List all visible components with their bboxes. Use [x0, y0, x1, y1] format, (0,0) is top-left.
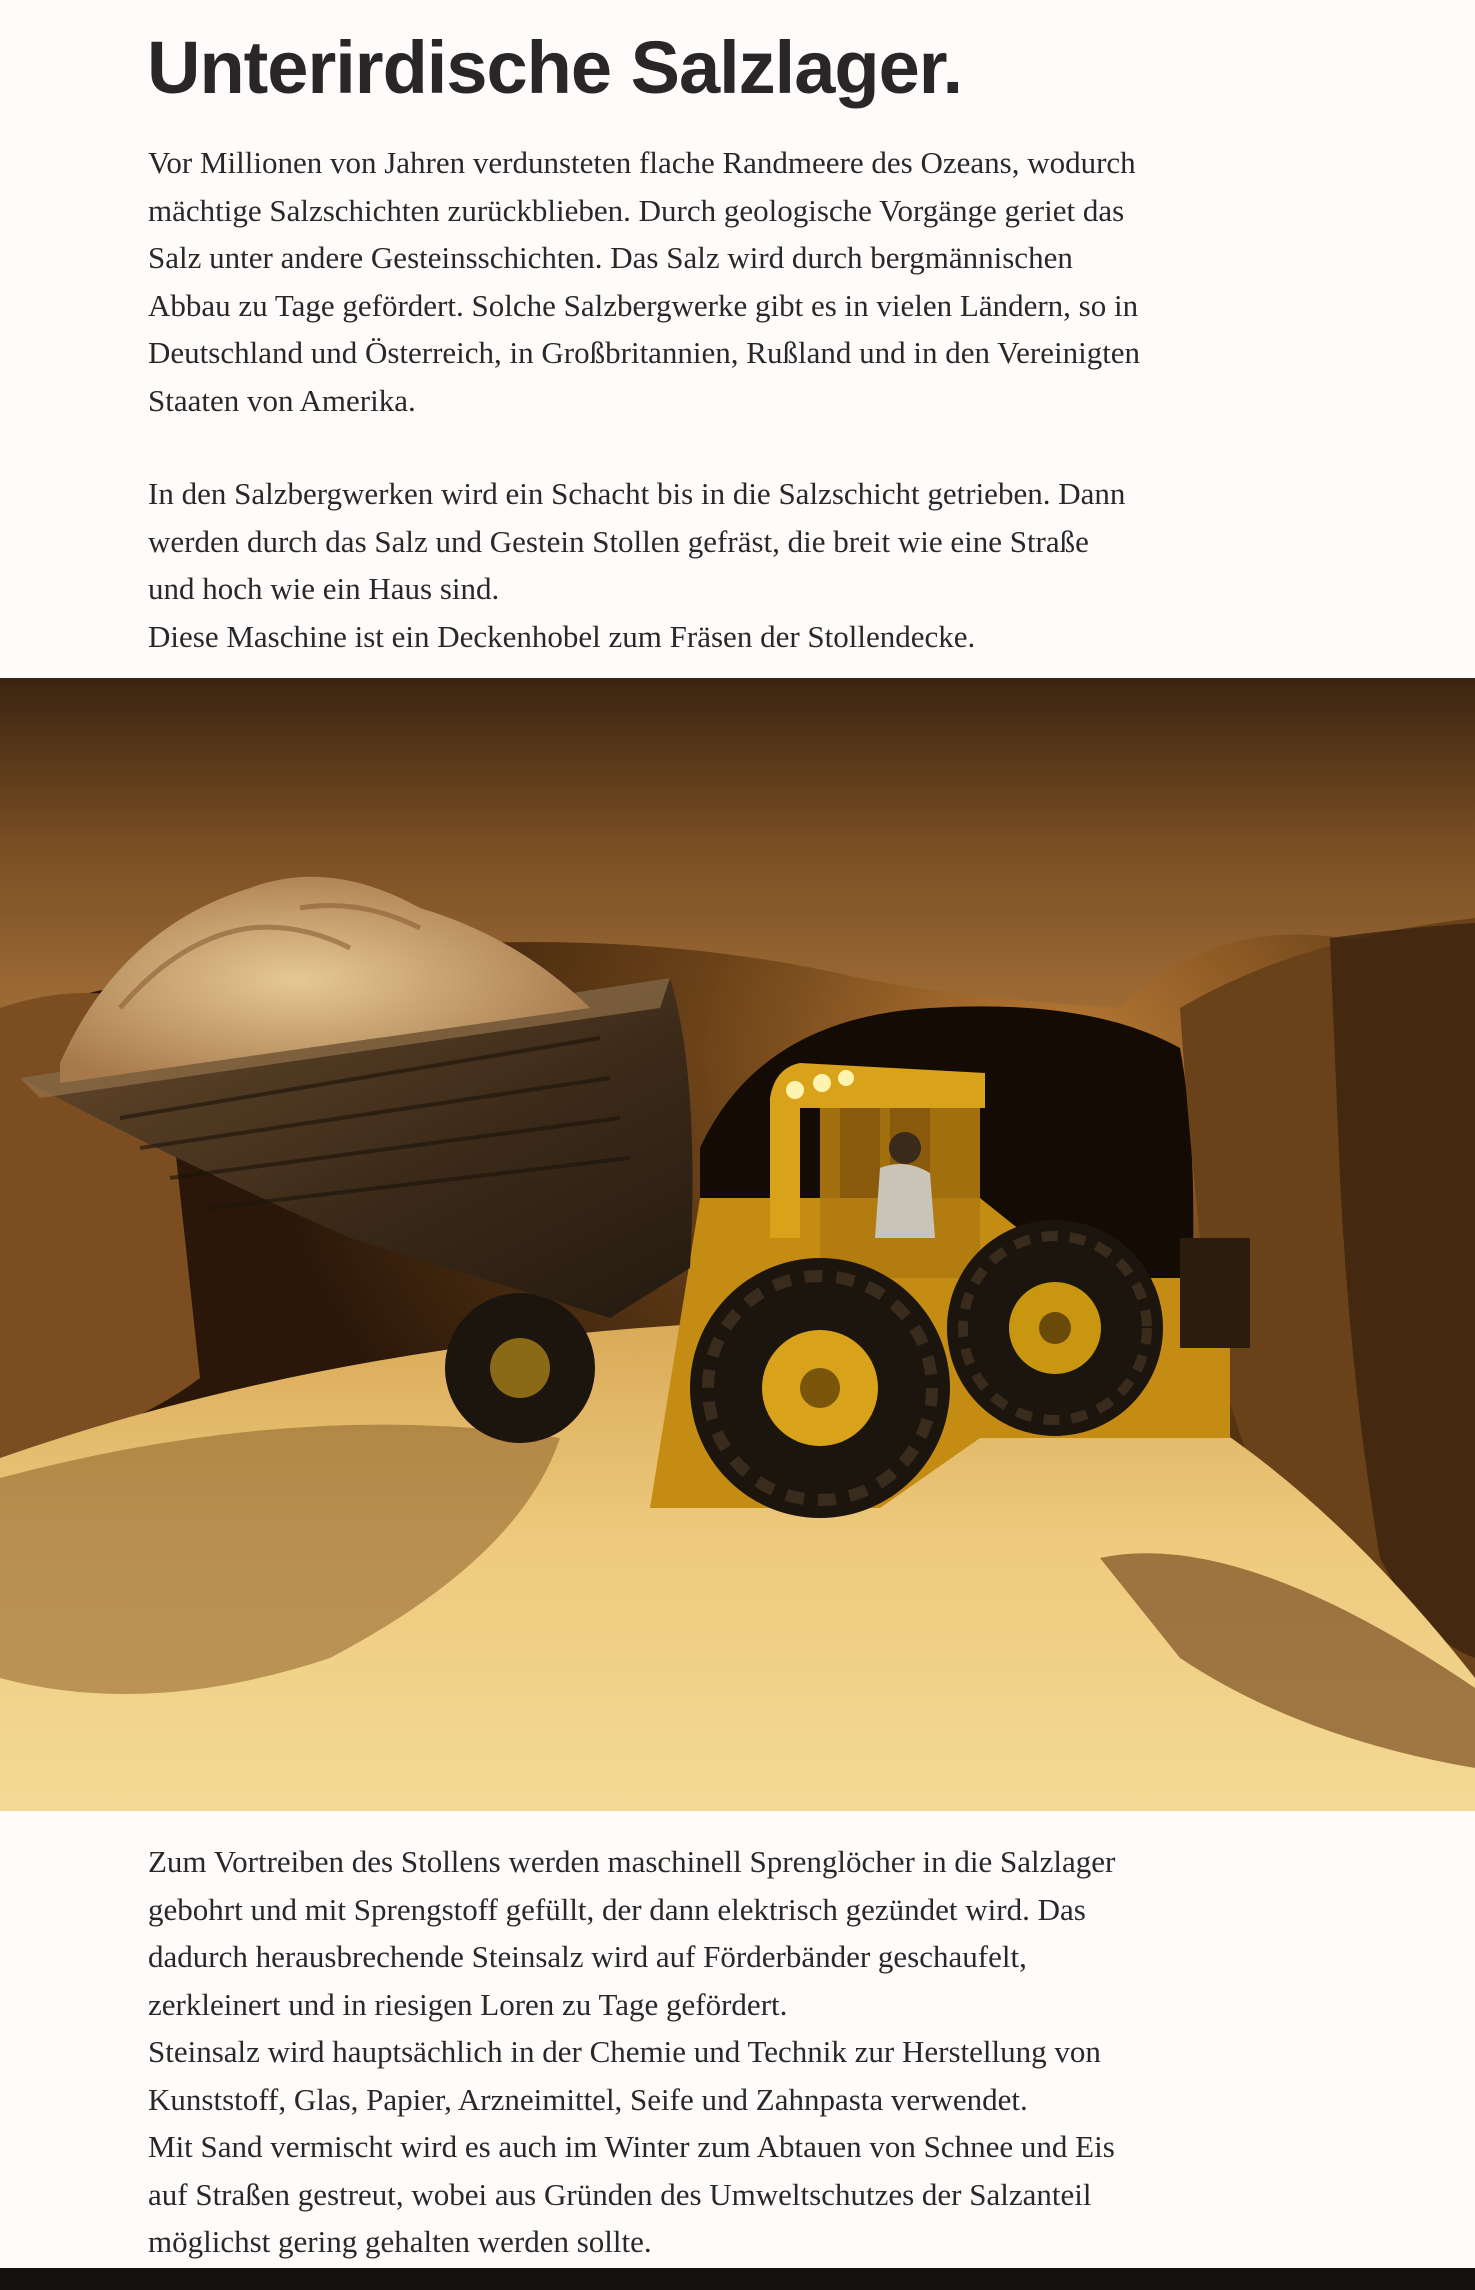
text-line: Zum Vortreiben des Stollens werden maschinell Sprenglöcher in die Salzlager	[148, 1844, 1116, 1879]
text-line: gebohrt und mit Sprengstoff gefüllt, der dann elektrisch gezündet wird. Das	[148, 1891, 1086, 1927]
text-line: In den Salzbergwerken wird ein Schacht bis in die Salzschicht getrieben. Dann	[148, 476, 1126, 511]
text-line: werden durch das Salz und Gestein Stollen gefräst, die breit wie eine Straße	[148, 523, 1089, 559]
page-bottom-edge	[0, 2268, 1475, 2290]
headlight	[813, 1074, 831, 1092]
front-wheel	[690, 1258, 950, 1518]
text-line: Vor Millionen von Jahren verdunsteten flache Randmeere des Ozeans, wodurch	[148, 145, 1136, 180]
operator-head	[889, 1132, 921, 1164]
text-line: Kunststoff, Glas, Papier, Arzneimittel, Seife und Zahnpasta verwendet.	[148, 2081, 1028, 2117]
paragraph-extraction	[148, 1838, 1115, 2266]
left-wheel	[445, 1293, 595, 1443]
text-line: mächtige Salzschichten zurückblieben. Durch geologische Vorgänge geriet das	[148, 192, 1125, 228]
page-title: Unterirdische Salzlager.	[147, 26, 963, 109]
headlight	[786, 1081, 804, 1099]
text-line: zerkleinert und in riesigen Loren zu Tage gefördert.	[148, 1986, 788, 2022]
paragraph-intro	[148, 139, 1140, 424]
text-line: dadurch herausbrechende Steinsalz wird auf Förderbänder geschaufelt,	[148, 1939, 1027, 1974]
text-line: Diese Maschine ist ein Deckenhobel zum Fräsen der Stollendecke.	[148, 618, 976, 654]
text-line: Mit Sand vermischt wird es auch im Winter zum Abtauen von Schnee und Eis	[148, 2129, 1115, 2164]
text-line: auf Straßen gestreut, wobei aus Gründen des Umweltschutzes der Salzanteil	[148, 2176, 1092, 2212]
text-line: und hoch wie ein Haus sind.	[148, 571, 500, 606]
paragraph-mining	[148, 470, 1125, 660]
text-line: Deutschland und Österreich, in Großbritannien, Rußland und in den Vereinigten	[148, 335, 1141, 370]
headlight	[838, 1070, 854, 1086]
text-line: Steinsalz wird hauptsächlich in der Chemie und Technik zur Herstellung von	[148, 2034, 1101, 2069]
rear-wheel	[947, 1220, 1163, 1436]
text-line: Staaten von Amerika.	[148, 382, 416, 418]
text-line: Abbau zu Tage gefördert. Solche Salzbergwerke gibt es in vielen Ländern, so in	[148, 287, 1139, 323]
text-line: möglichst gering gehalten werden sollte.	[148, 2224, 652, 2259]
text-line: Salz unter andere Gesteinsschichten. Das Salz wird durch bergmännischen	[148, 240, 1073, 275]
operator-body	[875, 1164, 935, 1238]
mine-photo	[0, 678, 1475, 1811]
